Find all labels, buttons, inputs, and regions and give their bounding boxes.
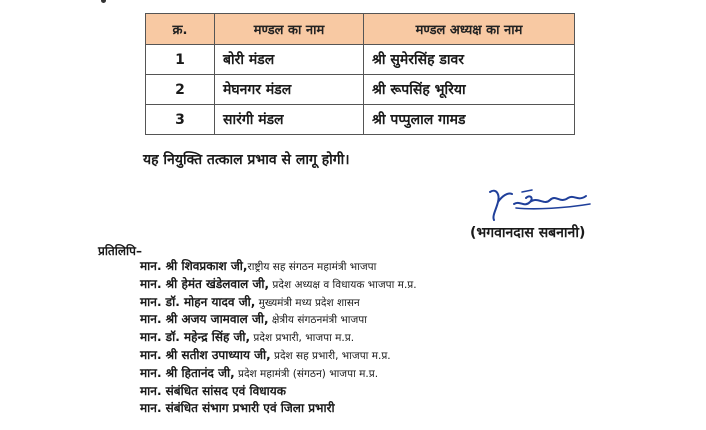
row-mandal: मेघनगर मंडल xyxy=(215,75,364,105)
row-mandal: बोरी मंडल xyxy=(215,45,364,75)
table-row xyxy=(146,45,575,75)
cc-designation: प्रदेश सह प्रभारी, भाजपा म.प्र. xyxy=(270,349,391,362)
cc-title: प्रतिलिपि– xyxy=(98,244,142,258)
header-serial: क्र. xyxy=(146,14,215,45)
cc-name: मान. श्री शिवप्रकाश जी, xyxy=(140,259,248,273)
order-note: यह नियुक्ति तत्काल प्रभाव से लागू होगी। xyxy=(143,152,350,168)
cc-designation: मुख्यमंत्री मध्य प्रदेश शासन xyxy=(255,296,360,309)
cc-designation: राष्ट्रीय सह संगठन महामंत्री भाजपा xyxy=(247,261,377,273)
list-item xyxy=(140,383,417,401)
table-row xyxy=(146,75,575,105)
list-item xyxy=(140,365,417,383)
header-president-name: मण्डल अध्यक्ष का नाम xyxy=(364,14,575,45)
list-item xyxy=(140,329,417,347)
cc-name: मान. संबंधित सांसद एवं विधायक xyxy=(140,383,286,398)
cc-list xyxy=(140,258,417,418)
row-president: श्री रूपसिंह भूरिया xyxy=(364,75,575,105)
list-item xyxy=(140,311,417,329)
table-row xyxy=(146,105,575,135)
list-item xyxy=(140,400,417,418)
list-item xyxy=(140,258,417,276)
list-item xyxy=(140,347,417,365)
cc-designation: प्रदेश अध्यक्ष व विधायक भाजपा म.प्र. xyxy=(269,278,417,291)
signature xyxy=(486,182,596,222)
row-president: श्री पप्पुलाल गामड xyxy=(364,105,575,135)
row-serial: 3 xyxy=(146,105,215,135)
row-president: श्री सुमेरसिंह डावर xyxy=(364,45,575,75)
cc-name: मान. डॉ. महेन्द्र सिंह जी, xyxy=(140,330,251,345)
list-item xyxy=(140,294,417,312)
cc-name: मान. श्री सतीश उपाध्याय जी, xyxy=(140,347,271,362)
cc-name: मान. श्री हेमंत खंडेलवाल जी, xyxy=(140,276,270,291)
table-header-row xyxy=(146,14,575,45)
cc-designation: क्षेत्रीय संगठनमंत्री भाजपा xyxy=(268,314,367,327)
row-serial: 1 xyxy=(146,45,215,75)
cc-name: मान. डॉ. मोहन यादव जी, xyxy=(140,294,256,309)
row-mandal: सारंगी मंडल xyxy=(215,105,364,135)
cc-name: मान. श्री हितानंद जी, xyxy=(140,365,235,380)
signatory-name: (भगवानदास सबनानी) xyxy=(470,225,586,241)
mandal-table xyxy=(145,13,575,135)
top-mark xyxy=(101,0,106,3)
cc-name: मान. संबंधित संभाग प्रभारी एवं जिला प्रभारी xyxy=(140,401,335,416)
header-mandal-name: मण्डल का नाम xyxy=(215,14,364,45)
row-serial: 2 xyxy=(146,75,215,105)
list-item xyxy=(140,276,417,294)
cc-designation: प्रदेश प्रभारी, भाजपा म.प्र. xyxy=(250,332,355,345)
cc-designation: प्रदेश महामंत्री (संगठन) भाजपा म.प्र. xyxy=(234,367,379,380)
cc-name: मान. श्री अजय जामवाल जी, xyxy=(140,312,269,327)
